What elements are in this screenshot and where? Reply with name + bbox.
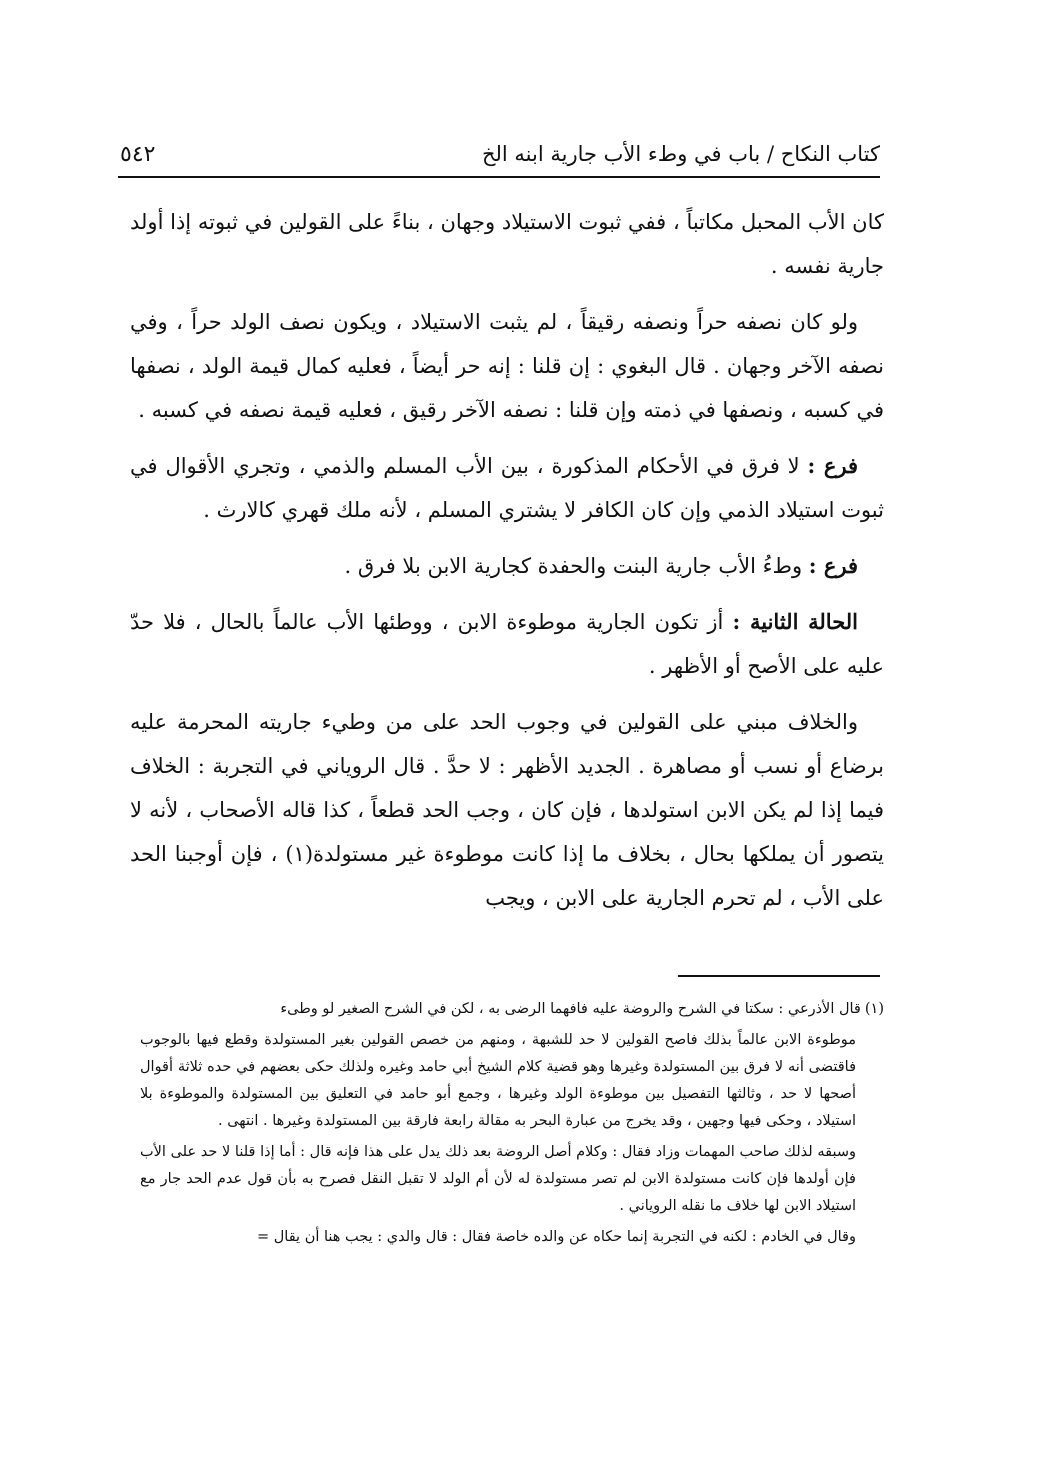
footnote-1	[140, 996, 884, 1023]
footnote-2: وسبقه لذلك صاحب المهمات وزاد فقال : وكلام أصل الروضة بعد ذلك يدل على هذا فإنه قال : أما إذا قلنا لا حد على الأب فإن أولدها فإن كانت مستولدة الابن لم تصر مستولدة له لأن أم الولد لا تقبل النقل فصرح به بأن قول عدم الحد جار مع استيلاد الابن لها خلاف ما نقله الروياني .	[140, 1144, 856, 1214]
paragraph-4-text: وطءُ الأب جارية البنت والحفدة كجارية الابن بلا فرق .	[344, 554, 809, 578]
page-number: ٥٤٢	[120, 142, 156, 167]
branch-label: فرع :	[807, 453, 858, 478]
paragraph-2: ولو كان نصفه حراً ونصفه رقيقاً ، لم يثبت الاستيلاد ، ويكون نصف الولد حراً ، وفي نصفه الآخر وجهان . قال البغوي : إن قلنا : إنه حر أيضاً ، فعليه كمال قيمة الولد ، نصفها في كسبه ، ونصفها في ذمته وإن قلنا : نصفه الآخر رقيق ، فعليه قيمة نصفه في كسبه .	[130, 310, 885, 422]
footnote-1-first-line: قال الأذرعي : سكتا في الشرح والروضة عليه فافهما الرضى به ، لكن في الشرح الصغير لو وطىء	[280, 1001, 861, 1017]
branch-label: فرع :	[808, 553, 858, 578]
page-header	[118, 140, 880, 178]
paragraph-5	[130, 600, 884, 688]
paragraph-1: كان الأب المحبل مكاتباً ، ففي ثبوت الاستيلاد وجهان ، بناءً على القولين في ثبوته إذا أولد جارية نفسه .	[130, 210, 884, 278]
paragraph-3-text: لا فرق في الأحكام المذكورة ، بين الأب المسلم والذمي ، وتجري الأقوال في ثبوت استيلاد الذمي وإن كان الكافر لا يشتري المسلم ، لأنه ملك قهري كالارث .	[130, 454, 884, 522]
main-text	[130, 200, 884, 932]
paragraph-3	[130, 444, 884, 532]
footnote-marker: (١)	[864, 1001, 884, 1017]
case-heading: الحالة الثانية :	[732, 609, 858, 634]
footnotes	[140, 996, 884, 1255]
footnote-3: وقال في الخادم : لكنه في التجربة إنما حكاه عن والده خاصة فقال : قال والدي : يجب هنا أن يقال =	[257, 1229, 856, 1245]
running-title: كتاب النكاح / باب في وطء الأب جارية ابنه الخ	[481, 142, 880, 166]
paragraph-4	[130, 544, 884, 588]
footnote-1-continuation: موطوءة الابن عالماً بذلك فاصح القولين لا حد للشبهة ، ومنهم من خصص القولين بغير المستولدة وقطع فيها بالوجوب فاقتضى أنه لا فرق بين المستولدة وغيرها وهو قضية كلام الشيخ أبي حامد وغيره ولذلك حكى بعضهم في حده ثلاثة أقوال أصحها لا حد ، وثالثها التفصيل بين موطوءة الولد وغيرها ، وجمع أبو حامد في التعليق بين المستولدة والموطوءة بلا استيلاد ، وحكى فيها وجهين ، وقد يخرج من عبارة البحر به مقالة رابعة فارقة بين المستولدة وغيرها . انتهى .	[140, 1032, 856, 1129]
footnote-divider	[678, 975, 880, 977]
paragraph-6: والخلاف مبني على القولين في وجوب الحد على من وطيء جاريته المحرمة عليه برضاع أو نسب أو مصاهرة . الجديد الأظهر : لا حدَّ . قال الروياني في التجربة : الخلاف فيما إذا لم يكن الابن استولدها ، فإن كان ، وجب الحد قطعاً ، كذا قاله الأصحاب ، لأنه لا يتصور أن يملكها بحال ، بخلاف ما إذا كانت موطوءة غير مستولدة(١) ، فإن أوجبنا الحد على الأب ، لم تحرم الجارية على الابن ، ويجب	[130, 710, 884, 910]
paragraph-5-text: أز تكون الجارية موطوءة الابن ، ووطئها الأب عالماً بالحال ، فلا حدّ عليه على الأصح أو الأظهر .	[130, 610, 884, 678]
